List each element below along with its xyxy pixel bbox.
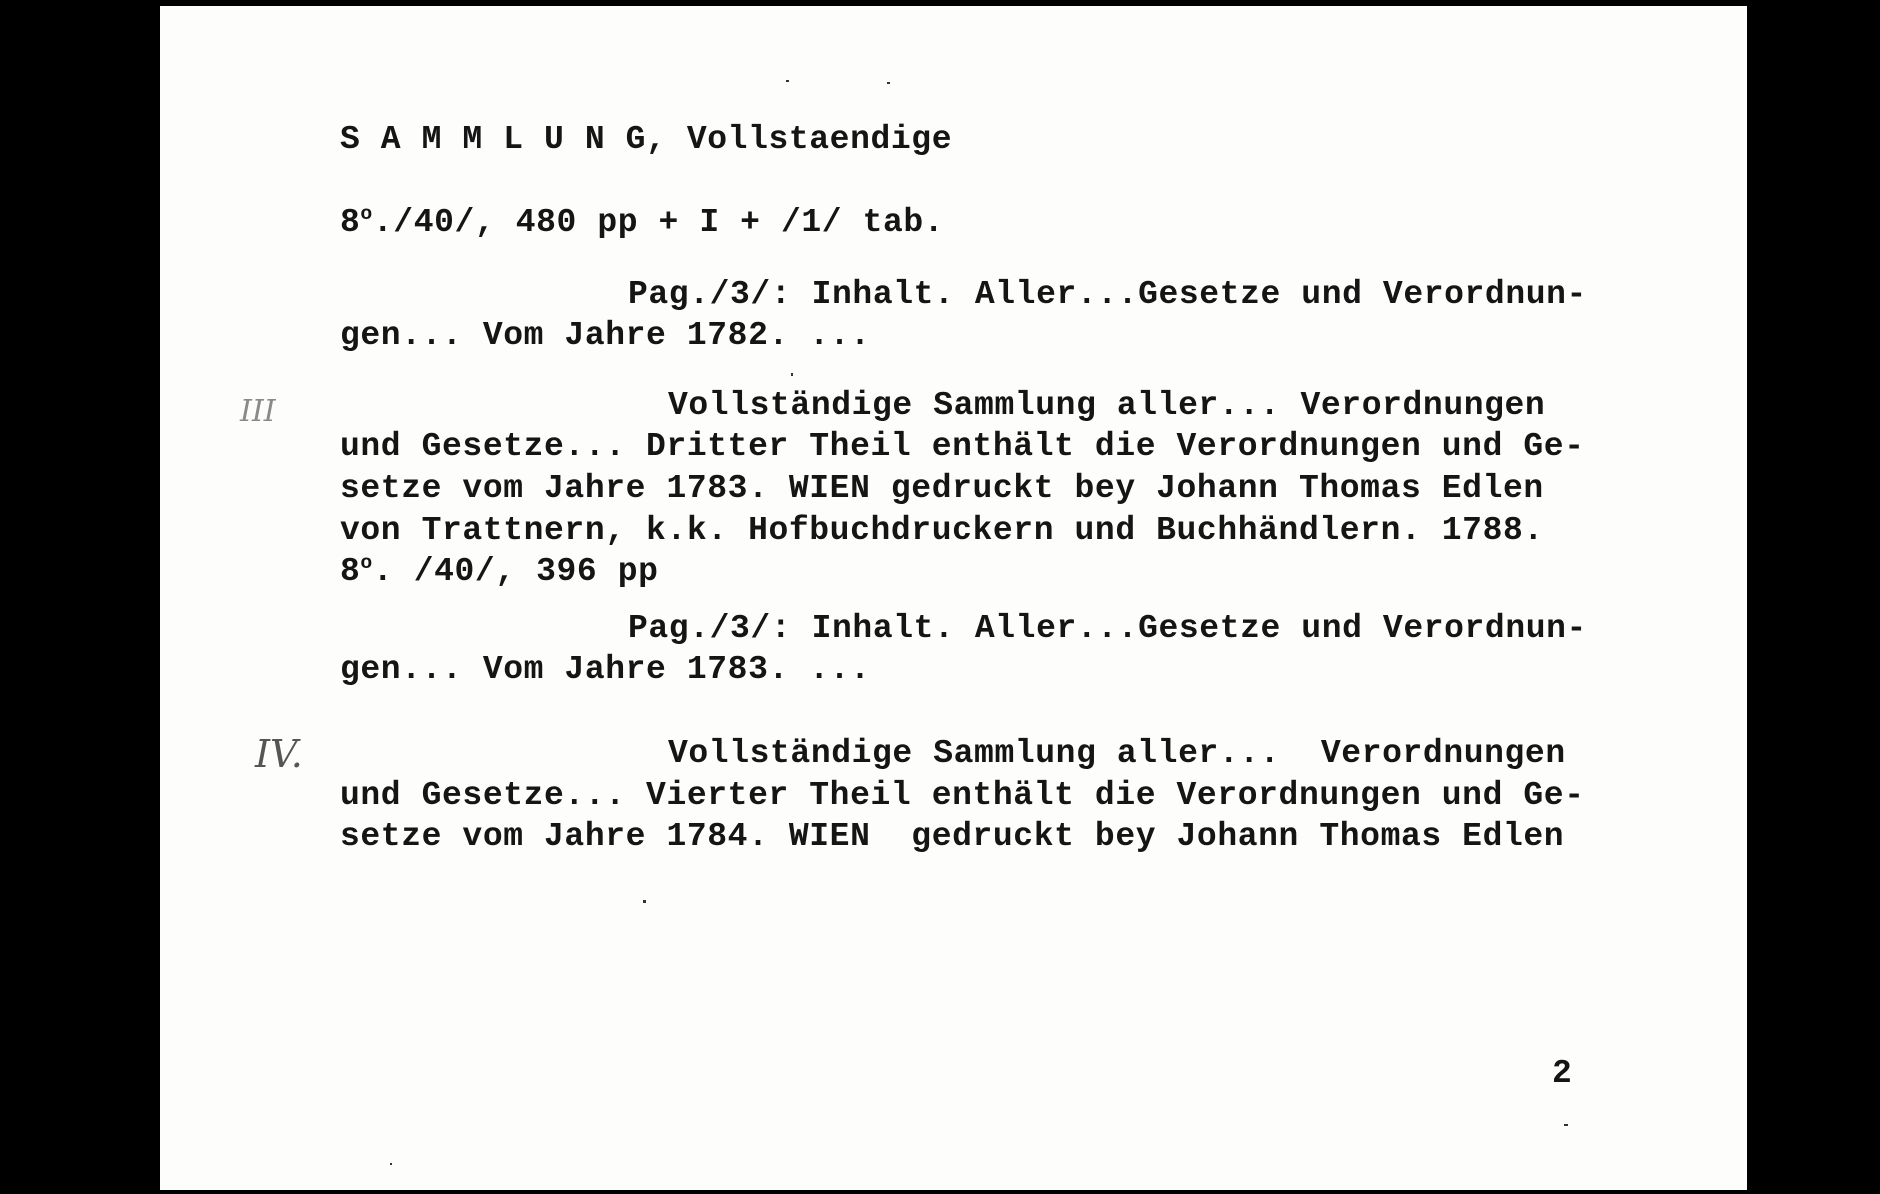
title-line-1-vol3: Vollständige Sammlung aller... Verordnungen	[668, 387, 1546, 424]
dust-speck	[643, 900, 646, 903]
margin-mark-iii: III	[240, 394, 276, 429]
margin-mark-iv: IV.	[255, 732, 303, 776]
title-line-1-vol4: Vollständige Sammlung aller... Verordnungen	[668, 735, 1566, 772]
pagination-line-1-vol2: Pag./3/: Inhalt. Aller...Gesetze und Verordnun-	[628, 276, 1587, 313]
pagination-line-2-vol3: gen... Vom Jahre 1783. ...	[340, 651, 871, 688]
dust-speck	[887, 82, 890, 84]
title-line-2-vol4: und Gesetze... Vierter Theil enthält die Verordnungen und Ge-	[340, 777, 1585, 814]
title-line-3-vol3: setze vom Jahre 1783. WIEN gedruckt bey Johann Thomas Edlen	[340, 470, 1544, 507]
format-line-vol2: 8$^o$./40/, 480 pp + I + /1/ tab.	[340, 203, 945, 241]
dust-speck	[791, 373, 793, 376]
dust-speck	[390, 1163, 392, 1165]
title-line-2-vol3: und Gesetze... Dritter Theil enthält die Verordnungen und Ge-	[340, 428, 1585, 465]
pagination-line-2-vol2: gen... Vom Jahre 1782. ...	[340, 317, 871, 354]
page-number: 2	[1552, 1055, 1573, 1092]
dust-speck	[786, 80, 789, 82]
title-line-3-vol4: setze vom Jahre 1784. WIEN gedruckt bey Johann Thomas Edlen	[340, 818, 1565, 855]
format-line-vol3: 8$^o$. /40/, 396 pp	[340, 552, 659, 590]
degree-superscript: o	[360, 203, 373, 225]
title-line-4-vol3: von Trattnern, k.k. Hofbuchdruckern und Buchhändlern. 1788.	[340, 512, 1544, 549]
card-heading: S A M M L U N G, Vollstaendige	[340, 121, 953, 158]
catalog-card	[160, 6, 1747, 1190]
degree-superscript: o	[360, 552, 373, 574]
pagination-line-1-vol3: Pag./3/: Inhalt. Aller...Gesetze und Verordnun-	[628, 610, 1587, 647]
dust-speck	[1564, 1124, 1568, 1126]
